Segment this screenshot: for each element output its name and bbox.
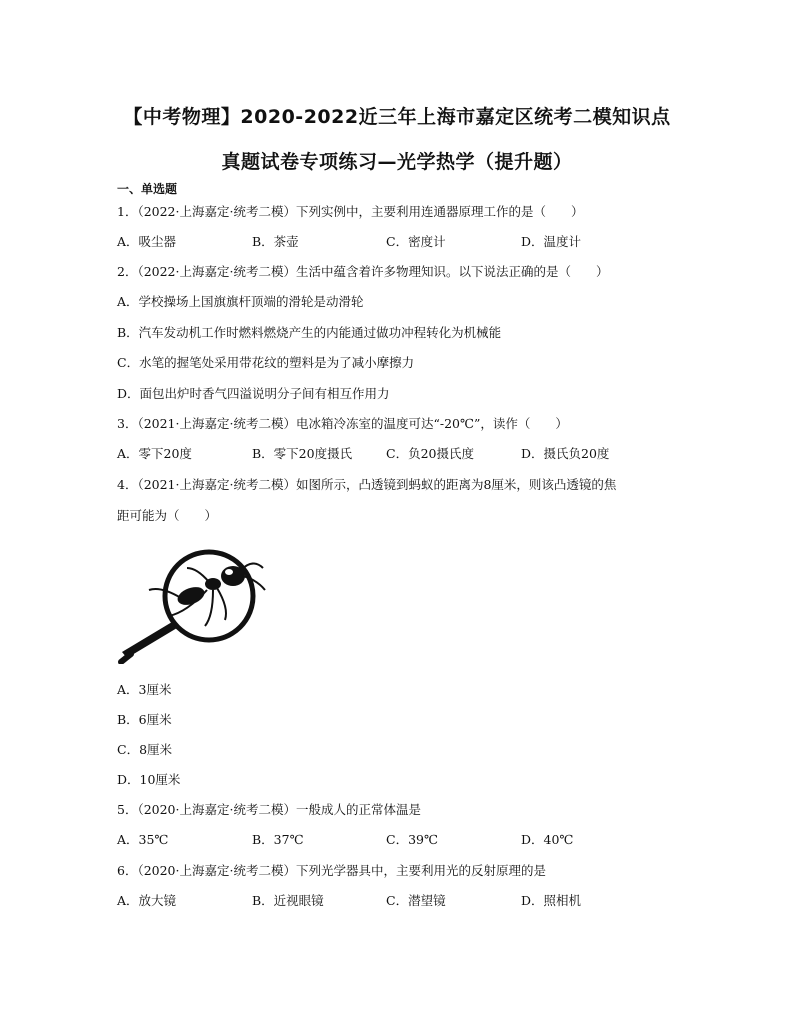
question-4-stem-line2: 距可能为（ ） (117, 508, 218, 523)
question-2-stem: 2．（2022·上海嘉定·统考二模）生活中蕴含着许多物理知识。以下说法正确的是（ ） (117, 264, 609, 279)
question-4-stem-line1: 4．（2021·上海嘉定·统考二模）如图所示，凸透镜到蚂蚁的距离为8厘米，则该凸透镜的焦 (117, 477, 617, 492)
q5-option-b: B．37℃ (252, 832, 304, 847)
q3-option-d: D．摄氏负20度 (521, 446, 610, 461)
q6-option-b: B．近视眼镜 (252, 893, 324, 908)
magnifier-ant-icon (117, 546, 277, 664)
q4-option-c: C．8厘米 (117, 742, 173, 757)
q4-option-b: B．6厘米 (117, 712, 172, 727)
question-1-stem: 1．（2022·上海嘉定·统考二模）下列实例中，主要利用连通器原理工作的是（ ） (117, 204, 584, 219)
q5-option-d: D．40℃ (521, 832, 574, 847)
q6-option-d: D．照相机 (521, 893, 582, 908)
section-heading: 一、单选题 (117, 182, 178, 196)
question-5-stem: 5．（2020·上海嘉定·统考二模）一般成人的正常体温是 (117, 802, 421, 817)
q2-option-d: D．面包出炉时香气四溢说明分子间有相互作用力 (117, 386, 390, 401)
q1-option-c: C．密度计 (386, 234, 446, 249)
q2-option-a: A．学校操场上国旗旗杆顶端的滑轮是动滑轮 (117, 294, 364, 309)
q1-option-a: A．吸尘器 (117, 234, 177, 249)
q4-option-d: D．10厘米 (117, 772, 181, 787)
q3-option-a: A．零下20度 (117, 446, 192, 461)
q4-option-a: A．3厘米 (117, 682, 172, 697)
q2-option-b: B．汽车发动机工作时燃料燃烧产生的内能通过做功冲程转化为机械能 (117, 325, 502, 340)
q1-option-b: B．茶壶 (252, 234, 299, 249)
q5-option-a: A．35℃ (117, 832, 169, 847)
q3-option-b: B．零下20度摄氏 (252, 446, 353, 461)
q3-option-c: C．负20摄氏度 (386, 446, 474, 461)
q6-option-c: C．潜望镜 (386, 893, 446, 908)
page-title-line2: 真题试卷专项练习—光学热学（提升题） (221, 151, 573, 173)
question-3-stem: 3．（2021·上海嘉定·统考二模）电冰箱冷冻室的温度可达“-20℃”，读作（ ） (117, 416, 568, 431)
q1-option-d: D．温度计 (521, 234, 582, 249)
q2-option-c: C．水笔的握笔处采用带花纹的塑料是为了减小摩擦力 (117, 355, 415, 370)
question-6-stem: 6．（2020·上海嘉定·统考二模）下列光学器具中，主要利用光的反射原理的是 (117, 863, 546, 878)
page-title-line1: 【中考物理】2020-2022近三年上海市嘉定区统考二模知识点 (123, 106, 671, 128)
q5-option-c: C．39℃ (386, 832, 438, 847)
q6-option-a: A．放大镜 (117, 893, 177, 908)
